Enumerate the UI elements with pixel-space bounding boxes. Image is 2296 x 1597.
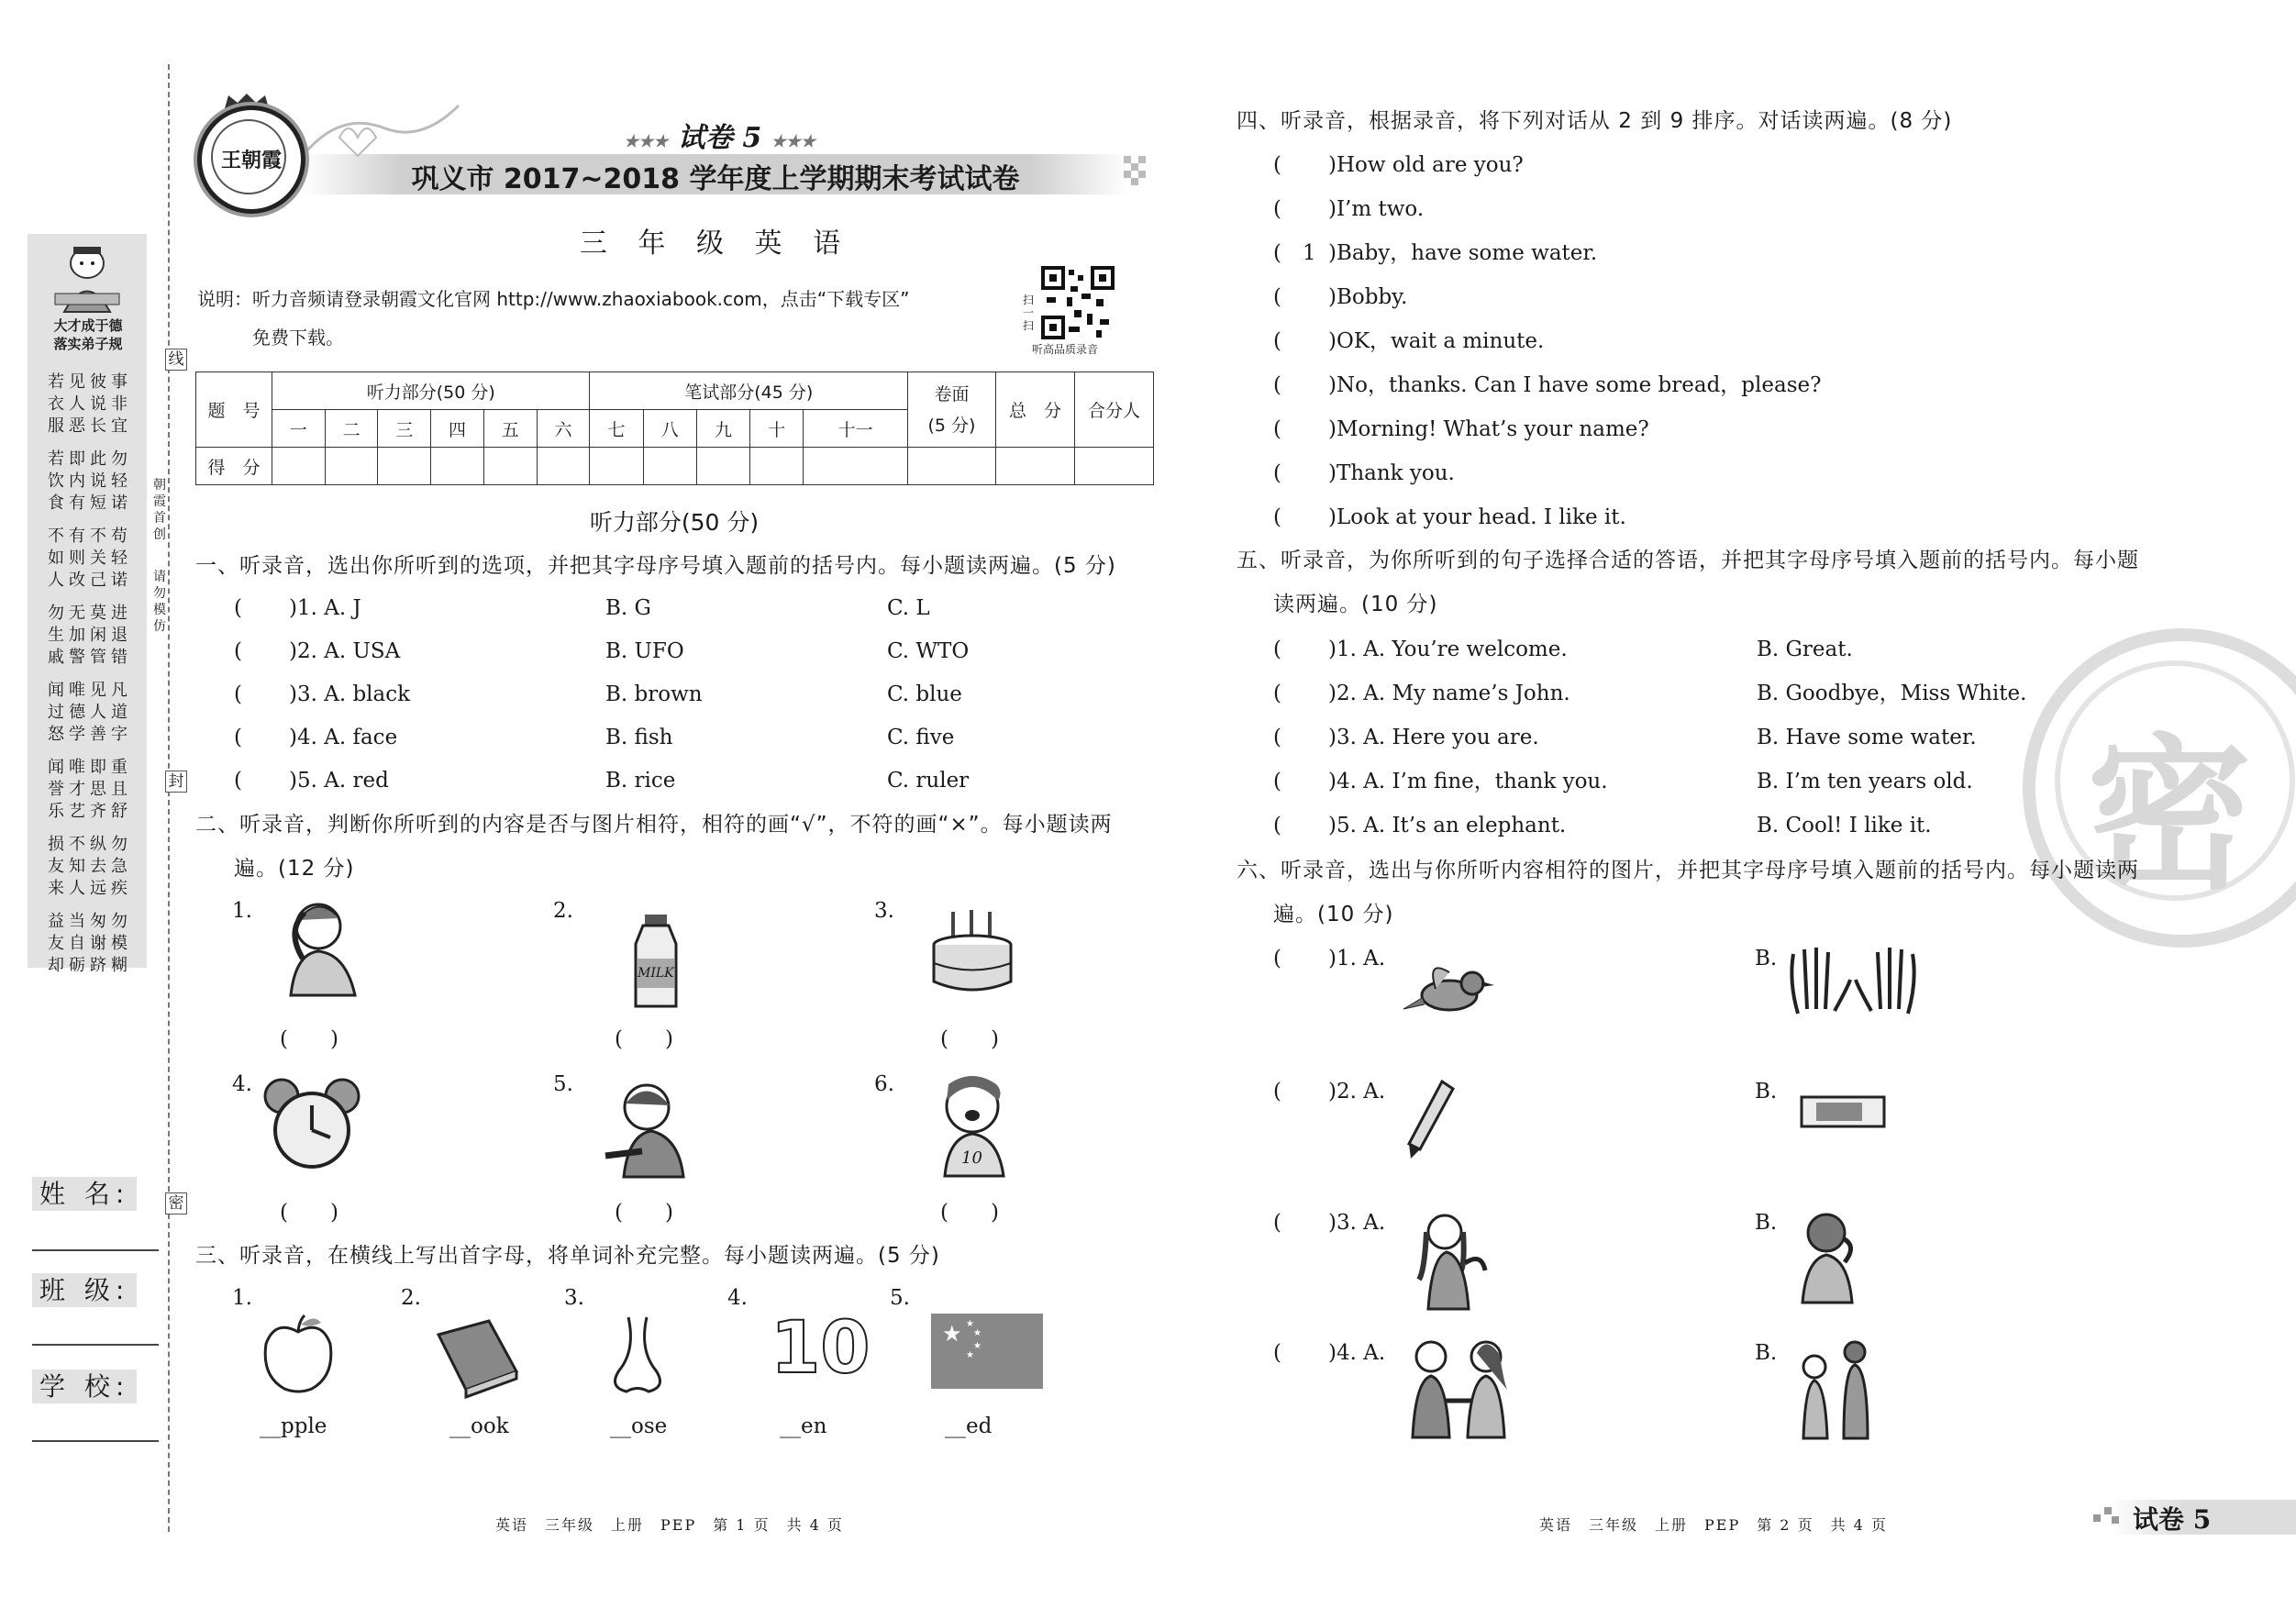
exam-title: 巩义市 2017~2018 学年度上学期期末考试试卷: [411, 163, 1020, 195]
picture-choice-row: [1273, 1339, 1385, 1367]
section3-title: 三、听录音，在横线上写出首字母，将单词补充完整。每小题读两遍。(5 分): [195, 1244, 940, 1268]
q-num: 一: [272, 410, 326, 448]
svg-text:★: ★: [966, 1319, 974, 1329]
exam-subtitle: 三 年 级 英 语: [579, 227, 852, 260]
answer-paren[interactable]: (: [1273, 1341, 1281, 1365]
poem-line: 怒学善字: [48, 725, 132, 744]
poem-line: 服恶长宜: [48, 416, 132, 436]
paper-score: (5 分): [927, 415, 976, 436]
milk-bottle-icon: [628, 913, 683, 1009]
choice-a-label: )4. A.: [1328, 1341, 1386, 1365]
option-c: C. five: [887, 726, 955, 749]
corner-pattern-icon: [2093, 1507, 2121, 1525]
school-field-label: [32, 1367, 137, 1403]
answer-paren[interactable]: (: [1273, 329, 1281, 353]
poem-line: 却砺跻糊: [48, 956, 132, 975]
name-field-label: [32, 1174, 137, 1211]
item-number: 1.: [232, 899, 252, 923]
choice-a-label: )2. A.: [1328, 1080, 1386, 1103]
item-number: 5.: [553, 1072, 573, 1096]
picture-choice-row: [1273, 1078, 1385, 1105]
section4-items: [1273, 151, 2191, 548]
adult-and-child-icon: [1789, 1339, 1880, 1440]
list-item: [234, 724, 1151, 767]
boy-pointing-icon: [596, 1078, 697, 1179]
item-number: 2.: [553, 899, 573, 923]
trial-number: 试卷 5: [677, 122, 762, 154]
row-label: 题 号: [196, 372, 272, 448]
score-cell[interactable]: [325, 448, 378, 485]
fill-word[interactable]: __en: [780, 1414, 827, 1438]
poem-line: 闻唯即重: [48, 758, 132, 777]
choice-b-label: B.: [1755, 1211, 1778, 1235]
answer-paren[interactable]: (: [1273, 285, 1281, 309]
answer-paren[interactable]: (: [1273, 770, 1281, 793]
list-item: [1273, 636, 2191, 680]
dialog-line: )How old are you?: [1328, 153, 1524, 177]
score-row-label: 得 分: [196, 448, 272, 485]
list-item: [1273, 327, 2191, 372]
section6-title-line: 遍。(10 分): [1273, 903, 1394, 926]
scorer-header: 合分人: [1075, 372, 1154, 448]
poem-line: 食有短诺: [48, 494, 132, 513]
poem-line: 衣人说非: [48, 394, 132, 414]
poem-line: 友知去急: [48, 857, 132, 876]
choice-a-label: )3. A.: [1328, 1211, 1386, 1235]
answer-paren[interactable]: (: [1273, 1080, 1281, 1103]
q-num: 八: [643, 410, 696, 448]
judge-paren[interactable]: ( ): [940, 1201, 999, 1225]
picture-choice-row: [1273, 945, 1385, 972]
answer-paren[interactable]: ( 1: [1273, 241, 1316, 265]
dialog-line: )Thank you.: [1328, 461, 1455, 485]
fill-word[interactable]: __ook: [449, 1414, 509, 1438]
answer-paren[interactable]: (: [1273, 814, 1281, 837]
score-cell[interactable]: [696, 448, 749, 485]
name-input-line[interactable]: [32, 1249, 159, 1251]
choice-b-label: B.: [1755, 947, 1778, 970]
item-number: 5.: [890, 1286, 910, 1310]
option-b: B. Have some water.: [1757, 726, 1977, 749]
choice-b-label: B.: [1755, 1341, 1778, 1365]
svg-text:★: ★: [973, 1341, 982, 1351]
answer-paren[interactable]: (: [1273, 373, 1281, 397]
option-c: C. L: [887, 596, 930, 620]
option-c: C. ruler: [887, 769, 970, 793]
writing-header: 笔试部分(45 分): [590, 372, 908, 410]
item-number: 3.: [564, 1286, 584, 1310]
class-field-label: [32, 1270, 137, 1307]
option-a: )4. A. I’m fine，thank you.: [1328, 770, 1608, 793]
score-cell[interactable]: [272, 448, 326, 485]
trial-label: [624, 115, 815, 155]
q-num: 五: [483, 410, 537, 448]
choice-a-label: )1. A.: [1328, 947, 1386, 970]
dialog-line: )Baby，have some water.: [1328, 241, 1598, 265]
score-cell[interactable]: [643, 448, 696, 485]
option-a: )5. A. red: [289, 769, 389, 793]
option-b: B. rice: [605, 769, 676, 793]
total-header: 总 分: [996, 372, 1075, 448]
answer-paren[interactable]: (: [234, 596, 242, 620]
option-b: B. G: [605, 596, 651, 620]
q-num: 六: [537, 410, 590, 448]
poem-line: 不有不苟: [48, 527, 132, 546]
girl-waving-icon: [1408, 1206, 1491, 1312]
option-a: )1. A. J: [289, 596, 361, 620]
answer-paren[interactable]: (: [234, 639, 242, 663]
list-item: [1273, 283, 2191, 327]
scholar-mascot-icon: [46, 243, 128, 316]
score-cell[interactable]: [908, 448, 996, 485]
poem-line: 戚警管错: [48, 648, 132, 667]
judge-paren[interactable]: ( ): [280, 1201, 338, 1225]
q-num: 九: [696, 410, 749, 448]
star-icon: ★★★: [771, 132, 816, 151]
poem-line: 益当匆勿: [48, 912, 132, 931]
binding-cut-line: [168, 64, 170, 1532]
answer-paren[interactable]: (: [234, 769, 242, 793]
page-footer-left: 英语 三年级 上册 PEP 第 1 页 共 4 页: [495, 1516, 844, 1534]
section1-title: 一、听录音，选出你所听到的选项，并把其字母序号填入题前的括号内。每小题读两遍。(5 分): [195, 554, 1116, 578]
answer-paren[interactable]: (: [1273, 638, 1281, 661]
answer-paren[interactable]: (: [1273, 505, 1281, 529]
option-a: )3. A. Here you are.: [1328, 726, 1539, 749]
paper-header: [908, 372, 996, 448]
score-table: [195, 372, 1154, 485]
option-a: )3. A. black: [289, 682, 411, 706]
sidebar-motto: [37, 316, 139, 353]
confidential-stamp-text: 密: [2086, 720, 2252, 912]
answer-paren[interactable]: (: [1273, 153, 1281, 177]
dialog-line: )OK，wait a minute.: [1328, 329, 1545, 353]
list-item: [1273, 151, 2191, 195]
section5-title: [1237, 538, 2139, 627]
picture-choice-row: [1273, 1209, 1385, 1237]
dialog-line: )Morning! What’s your name?: [1328, 417, 1649, 441]
milk-label: MILK: [638, 966, 674, 981]
q-num: 十: [750, 410, 804, 448]
class-label: 班 级:: [32, 1273, 137, 1307]
option-b: B. fish: [605, 726, 673, 749]
answer-paren[interactable]: (: [1273, 461, 1281, 485]
option-c: C. WTO: [887, 639, 970, 663]
score-cell[interactable]: [804, 448, 908, 485]
poem-line: 损不纵勿: [48, 835, 132, 854]
list-item: [1273, 460, 2191, 504]
answer-paren[interactable]: (: [1273, 1211, 1281, 1235]
sidebar-poem: [48, 372, 139, 988]
binding-mark-b: 封: [165, 771, 187, 793]
number-ten-picture: 10: [771, 1307, 871, 1390]
score-cell[interactable]: [378, 448, 431, 485]
bird-icon: [1399, 954, 1500, 1027]
q-num: 四: [431, 410, 484, 448]
flag-icon: [931, 1314, 1043, 1389]
class-input-line[interactable]: [32, 1344, 159, 1346]
list-item: [1273, 768, 2191, 812]
list-item: [234, 638, 1151, 681]
poem-line: 誉才思且: [48, 780, 132, 799]
section5-items: [1273, 636, 2191, 856]
q-num: 二: [325, 410, 378, 448]
list-item: [1273, 372, 2191, 416]
item-number: 4.: [727, 1286, 748, 1310]
answer-paren[interactable]: (: [234, 726, 242, 749]
motto-line: 落实弟子规: [53, 336, 123, 352]
binding-mark-a: 线: [165, 349, 187, 371]
score-cell[interactable]: [1075, 448, 1154, 485]
school-label: 学 校:: [32, 1370, 137, 1403]
option-c: C. blue: [887, 682, 962, 706]
item-number: 3.: [874, 899, 894, 923]
poem-line: 乐艺齐舒: [48, 802, 132, 821]
poem-line: 勿无莫进: [48, 604, 132, 623]
option-b: B. Great.: [1757, 638, 1853, 661]
q-num: 十一: [804, 410, 908, 448]
svg-text:★: ★: [966, 1350, 974, 1360]
qr-caption: 听高品质录音: [1032, 343, 1099, 356]
list-item: [1273, 195, 2191, 239]
dialog-line: )I’m two.: [1328, 197, 1425, 221]
list-item: [234, 681, 1151, 724]
option-a: )2. A. USA: [289, 639, 401, 663]
logo-text: 王朝霞: [220, 149, 282, 172]
option-a: )2. A. My name’s John.: [1328, 682, 1570, 705]
qr-code-icon[interactable]: [1041, 266, 1115, 339]
score-cell[interactable]: [590, 448, 643, 485]
section2-title-line: 二、听录音，判断你所听到的内容是否与图片相符，相符的画“√”，不符的画“×”。每小题读两: [195, 813, 1113, 837]
answer-paren[interactable]: (: [1273, 947, 1281, 970]
qr-side-text: 扫一扫: [1023, 294, 1035, 332]
eraser-icon: [1798, 1092, 1890, 1133]
fill-word[interactable]: __pple: [260, 1414, 327, 1438]
nose-icon: [601, 1314, 674, 1401]
poem-line: 若见彼事: [48, 372, 132, 392]
option-b: B. Cool! I like it.: [1757, 814, 1932, 837]
poem-line: 来人远疾: [48, 879, 132, 898]
dialog-line: )No，thanks. Can I have some bread，please?: [1328, 373, 1822, 397]
dialog-line: )Look at your head. I like it.: [1328, 505, 1626, 529]
boy-thinking-icon: [268, 894, 378, 1004]
option-a: )4. A. face: [289, 726, 398, 749]
section4-title: 四、听录音，根据录音，将下列对话从 2 到 9 排序。对话读两遍。(8 分): [1237, 109, 1953, 133]
option-a: )5. A. It’s an elephant.: [1328, 814, 1567, 837]
option-a: )1. A. You’re welcome.: [1328, 638, 1568, 661]
boy-thinking-b-icon: [1793, 1209, 1862, 1305]
trial-tab-label: 试卷 5: [2133, 1504, 2212, 1535]
judge-paren[interactable]: ( ): [615, 1201, 673, 1225]
hands-icon: [1784, 945, 1922, 1018]
binding-note-1: 朝霞首创: [153, 478, 166, 542]
choice-b-label: B.: [1755, 1080, 1778, 1103]
kids-shaking-hands-icon: [1399, 1335, 1518, 1440]
note-line: 说明：听力音频请登录朝霞文化官网 http://www.zhaoxiabook.com，点击“下载专区”: [197, 288, 910, 310]
book-icon: [434, 1316, 521, 1399]
pencil-icon: [1403, 1078, 1459, 1160]
poem-line: 生加闲退: [48, 626, 132, 645]
section5-title-line: 读两遍。(10 分): [1273, 593, 1438, 616]
paper-label: 卷面: [934, 383, 970, 405]
section2-title: [195, 803, 1113, 891]
answer-paren[interactable]: (: [1273, 417, 1281, 441]
download-note: [197, 280, 1004, 357]
listening-header: 听力部分(50 分): [272, 372, 590, 410]
section6-title: [1237, 848, 2139, 937]
answer-paren[interactable]: (: [1273, 682, 1281, 705]
score-cell[interactable]: [750, 448, 804, 485]
list-item: [1273, 239, 2191, 283]
list-item: [1273, 724, 2191, 768]
judge-paren[interactable]: ( ): [940, 1027, 999, 1051]
fill-word[interactable]: __ose: [610, 1414, 668, 1438]
section1-items: [234, 594, 1151, 810]
item-number: 2.: [401, 1286, 421, 1310]
item-number: 4.: [232, 1072, 252, 1096]
listening-part-title: 听力部分(50 分): [589, 509, 760, 536]
answer-paren[interactable]: (: [1273, 197, 1281, 221]
dialog-line: )Bobby.: [1328, 285, 1408, 309]
item-number: 1.: [232, 1286, 252, 1310]
option-b: B. Goodbye，Miss White.: [1757, 682, 2027, 705]
name-label: 姓 名:: [32, 1177, 137, 1211]
section5-title-line: 五、听录音，为你所听到的句子选择合适的答语，并把其字母序号填入题前的括号内。每小题: [1237, 549, 2139, 572]
page-footer-right: 英语 三年级 上册 PEP 第 2 页 共 4 页: [1539, 1516, 1888, 1534]
poem-line: 饮内说轻: [48, 471, 132, 491]
school-input-line[interactable]: [32, 1440, 159, 1442]
brand-logo: [197, 105, 305, 214]
score-cell[interactable]: [537, 448, 590, 485]
binding-note-2: 请勿模仿: [153, 570, 166, 634]
motto-line: 大才成于德: [53, 317, 123, 334]
list-item: [1273, 680, 2191, 724]
q-num: 三: [378, 410, 431, 448]
svg-text:★: ★: [942, 1321, 962, 1347]
option-b: B. brown: [605, 682, 703, 706]
poem-line: 如则关轻: [48, 549, 132, 568]
list-item: [234, 594, 1151, 638]
judge-paren[interactable]: ( ): [615, 1027, 673, 1051]
q-num: 七: [590, 410, 643, 448]
poem-line: 过德人道: [48, 703, 132, 722]
score-cell[interactable]: [483, 448, 537, 485]
answer-paren[interactable]: (: [1273, 726, 1281, 749]
clock-icon: [261, 1073, 362, 1174]
option-b: B. I’m ten years old.: [1757, 770, 1973, 793]
fill-word[interactable]: __ed: [945, 1414, 993, 1438]
birthday-cake-icon: [922, 908, 1023, 1000]
poem-line: 若即此勿: [48, 449, 132, 469]
score-cell[interactable]: [996, 448, 1075, 485]
apple-icon: [257, 1312, 339, 1394]
jersey-number: 10: [961, 1148, 982, 1168]
svg-text:★: ★: [973, 1328, 982, 1338]
score-cell[interactable]: [431, 448, 484, 485]
answer-paren[interactable]: (: [234, 682, 242, 706]
star-icon: ★★★: [624, 132, 669, 151]
binding-mark-c: 密: [165, 1192, 187, 1214]
section2-title-line: 遍。(12 分): [234, 857, 355, 881]
list-item: [1273, 416, 2191, 460]
section6-title-line: 六、听录音，选出与你所听内容相符的图片，并把其字母序号填入题前的括号内。每小题读两: [1237, 859, 2139, 882]
judge-paren[interactable]: ( ): [280, 1027, 338, 1051]
poem-line: 人改己诺: [48, 571, 132, 590]
poem-line: 闻唯见凡: [48, 681, 132, 700]
poem-line: 友自谢模: [48, 934, 132, 953]
note-line: 免费下载。: [252, 327, 344, 349]
item-number: 6.: [874, 1072, 894, 1096]
option-b: B. UFO: [605, 639, 684, 663]
